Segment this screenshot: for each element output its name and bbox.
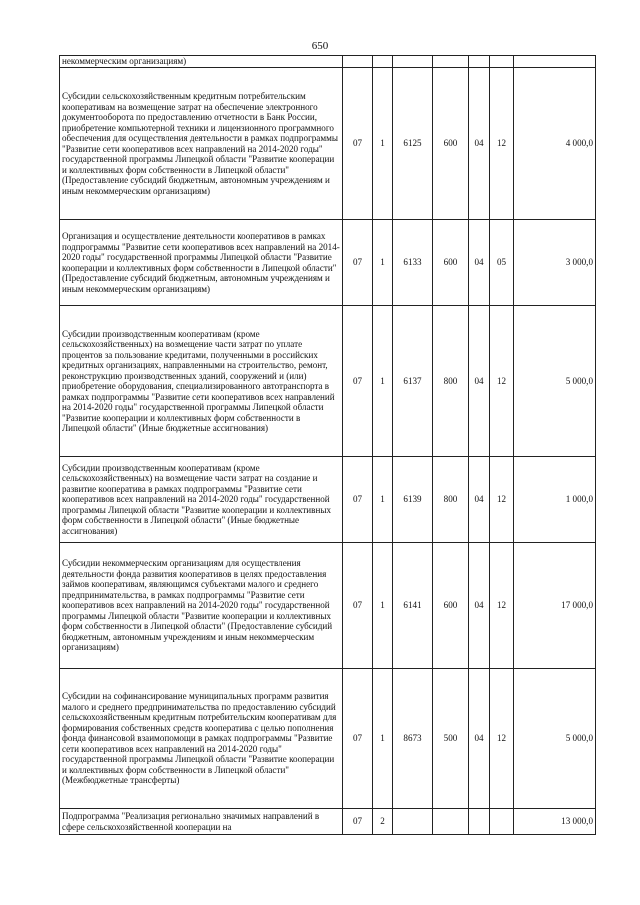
direction-code: 6125	[393, 68, 433, 220]
row-description: Субсидии некоммерческим организациям для осуществления деятельности фонда развития кооперативов в целях предоставления займов кооперативам, являющимся субъектами малого и среднего предпринимательства, в рамках подпрограммы "Развитие сети кооперативов всех направлений на 2014-2020 годы" государственной программы Липецкой области "Развитие кооперации и коллективных форм собственности в Липецкой области" (Предоставление субсидий бюджетным, автономным учреждениям и иным некоммерческим организациям)	[60, 543, 343, 669]
table-row	[60, 220, 596, 306]
program-code: 07	[343, 809, 373, 835]
amount: 4 000,0	[514, 68, 596, 220]
table-row	[60, 306, 596, 457]
subprogram-code: 1	[373, 457, 393, 543]
subsection-code: 12	[490, 543, 514, 669]
amount: 17 000,0	[514, 543, 596, 669]
amount: 3 000,0	[514, 220, 596, 306]
program-code: 07	[343, 543, 373, 669]
expense-type-code: 600	[433, 68, 469, 220]
expense-type-code	[433, 56, 469, 68]
subsection-code: 12	[490, 457, 514, 543]
subsection-code: 12	[490, 669, 514, 809]
direction-code: 8673	[393, 669, 433, 809]
subprogram-code: 1	[373, 543, 393, 669]
table-row	[60, 809, 596, 835]
row-description: Субсидии на софинансирование муниципальных программ развития малого и среднего предпринимательства по предоставлению субсидий сельскохозяйственным кредитным потребительским кооперативам для формирования собственных средств кооператива с целью пополнения фонда финансовой взаимопомощи в рамках подпрограммы "Развитие сети кооперативов всех направлений на 2014-2020 годы" государственной программы Липецкой области "Развитие кооперации и коллективных форм собственности в Липецкой области" (Межбюджетные трансферты)	[60, 669, 343, 809]
amount: 1 000,0	[514, 457, 596, 543]
section-code: 04	[469, 543, 490, 669]
table-row	[60, 56, 596, 68]
program-code: 07	[343, 457, 373, 543]
program-code: 07	[343, 669, 373, 809]
expense-type-code	[433, 809, 469, 835]
amount: 5 000,0	[514, 306, 596, 457]
subsection-code: 12	[490, 306, 514, 457]
row-description: Организация и осуществление деятельности кооперативов в рамках подпрограммы "Развитие сети кооперативов всех направлений на 2014-2020 годы" государственной программы Липецкой области "Развитие кооперации и коллективных форм собственности в Липецкой области" (Предоставление субсидий бюджетным, автономным учреждениям и иным некоммерческим организациям)	[60, 220, 343, 306]
subsection-code	[490, 56, 514, 68]
direction-code	[393, 56, 433, 68]
budget-table	[59, 55, 596, 835]
program-code: 07	[343, 68, 373, 220]
row-description: Субсидии производственным кооперативам (кроме сельскохозяйственных) на возмещение части затрат на создание и развитие кооператива в рамках подпрограммы "Развитие сети кооперативов всех направлений на 2014-2020 годы" государственной программы Липецкой области "Развитие кооперации и коллективных форм собственности в Липецкой области" (Иные бюджетные ассигнования)	[60, 457, 343, 543]
expense-type-code: 800	[433, 306, 469, 457]
program-code: 07	[343, 220, 373, 306]
direction-code: 6137	[393, 306, 433, 457]
subprogram-code: 1	[373, 220, 393, 306]
row-description: Субсидии сельскохозяйственным кредитным потребительским кооперативам на возмещение затрат на обеспечение электронного документооборота по предоставлению отчетности в Банк России, приобретение компьютерной техники и лицензионного программного обеспечения для осуществления деятельности в рамках подпрограммы "Развитие сети кооперативов всех направлений на 2014-2020 годы" государственной программы Липецкой области "Развитие кооперации и коллективных форм собственности в Липецкой области" (Предоставление субсидий бюджетным, автономным учреждениям и иным некоммерческим организациям)	[60, 68, 343, 220]
subprogram-code	[373, 56, 393, 68]
amount: 5 000,0	[514, 669, 596, 809]
row-description: некоммерческим организациям)	[60, 56, 343, 68]
direction-code	[393, 809, 433, 835]
direction-code: 6133	[393, 220, 433, 306]
table-row	[60, 457, 596, 543]
amount: 13 000,0	[514, 809, 596, 835]
direction-code: 6139	[393, 457, 433, 543]
program-code: 07	[343, 306, 373, 457]
program-code	[343, 56, 373, 68]
section-code	[469, 56, 490, 68]
section-code: 04	[469, 220, 490, 306]
subprogram-code: 1	[373, 306, 393, 457]
expense-type-code: 600	[433, 543, 469, 669]
page-number: 650	[311, 40, 329, 52]
section-code: 04	[469, 669, 490, 809]
section-code: 04	[469, 68, 490, 220]
direction-code: 6141	[393, 543, 433, 669]
table-row	[60, 669, 596, 809]
subsection-code: 12	[490, 68, 514, 220]
table-row	[60, 543, 596, 669]
row-description: Субсидии производственным кооперативам (кроме сельскохозяйственных) на возмещение части затрат по уплате процентов за пользование кредитами, полученными в российских кредитных организациях, направленными на строительство, ремонт, реконструкцию производственных зданий, сооружений и (или) приобретение оборудования, специализированного автотранспорта в рамках подпрограммы "Развитие сети кооперативов всех направлений на 2014-2020 годы" государственной программы Липецкой области "Развитие кооперации и коллективных форм собственности в Липецкой области" (Иные бюджетные ассигнования)	[60, 306, 343, 457]
subprogram-code: 2	[373, 809, 393, 835]
expense-type-code: 800	[433, 457, 469, 543]
section-code: 04	[469, 457, 490, 543]
subprogram-code: 1	[373, 68, 393, 220]
subprogram-code: 1	[373, 669, 393, 809]
subsection-code	[490, 809, 514, 835]
subsection-code: 05	[490, 220, 514, 306]
table-row	[60, 68, 596, 220]
section-code	[469, 809, 490, 835]
expense-type-code: 600	[433, 220, 469, 306]
section-code: 04	[469, 306, 490, 457]
amount	[514, 56, 596, 68]
row-description: Подпрограмма "Реализация регионально значимых направлений в сфере сельскохозяйственной кооперации на	[60, 809, 343, 835]
expense-type-code: 500	[433, 669, 469, 809]
